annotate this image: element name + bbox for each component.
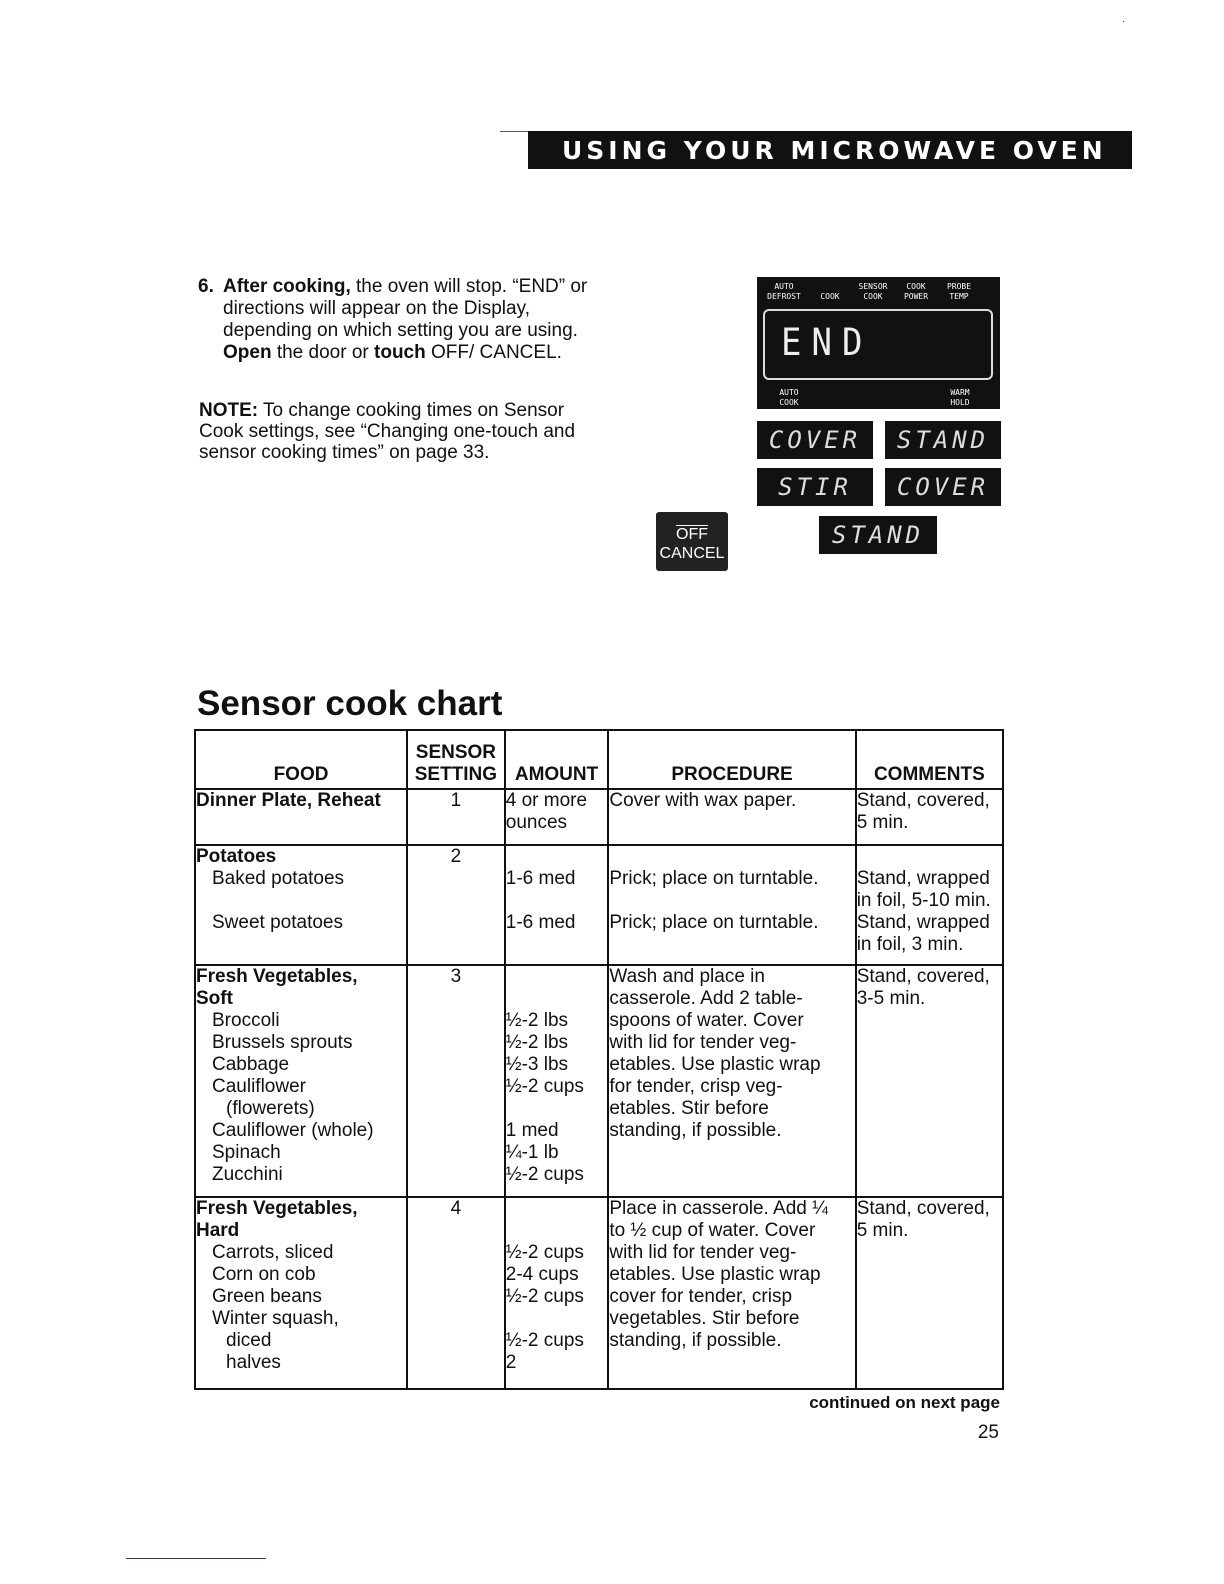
comments-cell (856, 1197, 1003, 1389)
label-probe-temp: PROBE TEMP (946, 282, 972, 301)
col-sensor-setting (407, 730, 505, 789)
amount-line: ounces (505, 812, 568, 833)
col-sensor-l2: SETTING (414, 764, 498, 785)
label-cook-power: COOK POWER (903, 282, 929, 301)
amount-line: ½-2 lbs (505, 1032, 569, 1053)
setting-cell: 4 (407, 1197, 505, 1389)
comments-cell (856, 845, 1003, 965)
comment-line: Stand, covered, (856, 790, 990, 811)
procedure-line: etables. Stir before (609, 1098, 769, 1119)
procedure-line: with lid for tender veg- (609, 1242, 797, 1263)
col-procedure: PROCEDURE (608, 730, 855, 789)
procedure-cell (608, 845, 855, 965)
table-row (195, 789, 1003, 845)
food-heading: Dinner Plate, Reheat (196, 790, 381, 811)
comments-cell (856, 789, 1003, 845)
amount-line: ½-2 lbs (505, 1010, 569, 1031)
procedure-cell (608, 1197, 855, 1389)
amount-line: 2 (505, 1352, 517, 1373)
col-sensor-l1: SENSOR (415, 742, 497, 763)
food-cell (195, 965, 407, 1197)
step-6 (198, 276, 598, 364)
page-number: 25 (977, 1422, 999, 1443)
continued-note: continued on next page (809, 1393, 1000, 1412)
table-row (195, 1197, 1003, 1389)
procedure-line: Place in casserole. Add ¼ (609, 1198, 828, 1219)
col-food: FOOD (195, 730, 407, 789)
off-cancel-button[interactable] (656, 512, 728, 571)
spacer (506, 988, 608, 1010)
amount-cell (505, 789, 609, 845)
setting-cell: 3 (407, 965, 505, 1197)
label-auto-defrost: AUTO DEFROST (767, 282, 801, 301)
spacer (609, 846, 854, 868)
prompt-stand: STAND (885, 421, 1001, 459)
comment-line: in foil, 5-10 min. (856, 890, 991, 911)
procedure-cell (608, 789, 855, 845)
spacer (506, 846, 608, 868)
food-heading: Fresh Vegetables, (196, 1198, 358, 1219)
setting-cell: 1 (407, 789, 505, 845)
note (199, 400, 599, 463)
procedure-line: standing, if possible. (609, 1330, 782, 1351)
comment-line: 5 min. (856, 812, 909, 833)
prompt-cover: COVER (757, 421, 873, 459)
label-sensor-cook: SENSOR COOK (858, 282, 888, 301)
food-item: Carrots, sliced (212, 1242, 334, 1263)
panel-top-labels (757, 282, 1000, 306)
amount-line: 1-6 med (505, 912, 576, 933)
comment-line: 3-5 min. (856, 988, 926, 1009)
chart-title: Sensor cook chart (197, 684, 503, 723)
footer-rule (126, 1558, 266, 1559)
spacer (506, 966, 608, 988)
procedure-line: etables. Use plastic wrap (609, 1264, 821, 1285)
step-text (223, 276, 598, 364)
spacer (506, 1198, 608, 1220)
step-touch: touch (374, 342, 426, 363)
speck: · (1122, 16, 1126, 27)
comment-line: 5 min. (856, 1220, 909, 1241)
comment-line: Stand, wrapped (856, 868, 990, 889)
amount-line: ½-2 cups (505, 1242, 584, 1263)
amount-line: ¼-1 lb (505, 1142, 559, 1163)
food-item: Cauliflower (212, 1076, 306, 1097)
amount-cell (505, 1197, 609, 1389)
spacer (506, 1308, 608, 1330)
food-item: Zucchini (212, 1164, 283, 1185)
cancel-label: CANCEL (659, 545, 725, 562)
food-cell (195, 1197, 407, 1389)
food-item: Spinach (212, 1142, 281, 1163)
label-cook: COOK (820, 292, 840, 301)
food-item: Cauliflower (whole) (212, 1120, 374, 1141)
amount-line: ½-3 lbs (505, 1054, 569, 1075)
procedure-line: Cover with wax paper. (609, 790, 797, 811)
procedure-line: for tender, crisp veg- (609, 1076, 783, 1097)
food-heading: Potatoes (196, 846, 277, 867)
step-text-1: the oven will stop. “END” or directions will appear on the Display, depending on which setting you are using. (223, 276, 588, 341)
spacer (857, 846, 1002, 868)
food-item: Baked potatoes (212, 868, 345, 889)
prompt-cover-2: COVER (885, 468, 1001, 506)
step-text-3: OFF/ CANCEL. (425, 342, 562, 363)
food-item: Brussels sprouts (212, 1032, 353, 1053)
food-cell (195, 789, 407, 845)
step-number: 6. (198, 276, 214, 297)
table-header-row (195, 730, 1003, 789)
display-screen (763, 309, 993, 380)
procedure-line: vegetables. Stir before (609, 1308, 800, 1329)
food-heading: Soft (196, 988, 233, 1009)
banner-rule (500, 131, 528, 132)
amount-line: ½-2 cups (505, 1330, 584, 1351)
setting-cell: 2 (407, 845, 505, 965)
food-cell (195, 845, 407, 965)
food-item: Cabbage (212, 1054, 290, 1075)
sensor-cook-table (194, 729, 1004, 1390)
step-text-2: the door or (271, 342, 375, 363)
procedure-line: spoons of water. Cover (609, 1010, 804, 1031)
display-readout: END (781, 321, 873, 365)
step-open: Open (223, 342, 272, 363)
comments-cell (856, 965, 1003, 1197)
display-panel (757, 277, 1000, 409)
col-comments: COMMENTS (856, 730, 1003, 789)
label-warm-hold: WARM HOLD (950, 388, 970, 407)
table-row (195, 845, 1003, 965)
food-heading: Fresh Vegetables, (196, 966, 358, 987)
col-amount: AMOUNT (505, 730, 609, 789)
procedure-line: with lid for tender veg- (609, 1032, 797, 1053)
note-text: To change cooking times on Sensor Cook settings, see “Changing one-touch and sensor cooking times” on page 33. (199, 400, 576, 463)
food-item: Corn on cob (212, 1264, 316, 1285)
procedure-line: Prick; place on turntable. (609, 868, 819, 889)
amount-line: ½-2 cups (505, 1286, 584, 1307)
table-row (195, 965, 1003, 1197)
food-item: Winter squash, (212, 1308, 339, 1329)
comment-line: Stand, covered, (856, 966, 990, 987)
food-item: Sweet potatoes (212, 912, 343, 933)
spacer (506, 890, 608, 912)
procedure-line: standing, if possible. (609, 1120, 782, 1141)
amount-line: 1-6 med (505, 868, 576, 889)
amount-cell (505, 845, 609, 965)
amount-cell (505, 965, 609, 1197)
prompt-stand-2: STAND (819, 516, 937, 554)
procedure-cell (608, 965, 855, 1197)
spacer (196, 890, 406, 912)
label-auto-cook: AUTO COOK (779, 388, 799, 407)
prompt-stir: STIR (757, 468, 873, 506)
spacer (609, 890, 854, 912)
procedure-line: casserole. Add 2 table- (609, 988, 803, 1009)
comment-line: in foil, 3 min. (856, 934, 964, 955)
procedure-line: to ½ cup of water. Cover (609, 1220, 816, 1241)
amount-line: 4 or more (505, 790, 588, 811)
step-lead: After cooking, (223, 276, 351, 297)
comment-line: Stand, covered, (856, 1198, 990, 1219)
amount-line: 1 med (505, 1120, 559, 1141)
procedure-line: cover for tender, crisp (609, 1286, 793, 1307)
section-banner: USING YOUR MICROWAVE OVEN (528, 131, 1132, 169)
food-item: halves (226, 1352, 281, 1373)
food-heading: Hard (196, 1220, 240, 1241)
off-label: $\overline{OFF}$ (676, 526, 708, 543)
amount-line: ½-2 cups (505, 1164, 584, 1185)
procedure-line: Wash and place in (609, 966, 765, 987)
spacer (506, 1220, 608, 1242)
comment-line: Stand, wrapped (856, 912, 990, 933)
amount-line: ½-2 cups (505, 1076, 584, 1097)
food-item: (flowerets) (226, 1098, 315, 1119)
spacer (506, 1098, 608, 1120)
food-item: Green beans (212, 1286, 322, 1307)
food-item: diced (226, 1330, 272, 1351)
food-item: Broccoli (212, 1010, 280, 1031)
amount-line: 2-4 cups (505, 1264, 579, 1285)
procedure-line: Prick; place on turntable. (609, 912, 819, 933)
procedure-line: etables. Use plastic wrap (609, 1054, 821, 1075)
note-label: NOTE: (199, 400, 259, 421)
